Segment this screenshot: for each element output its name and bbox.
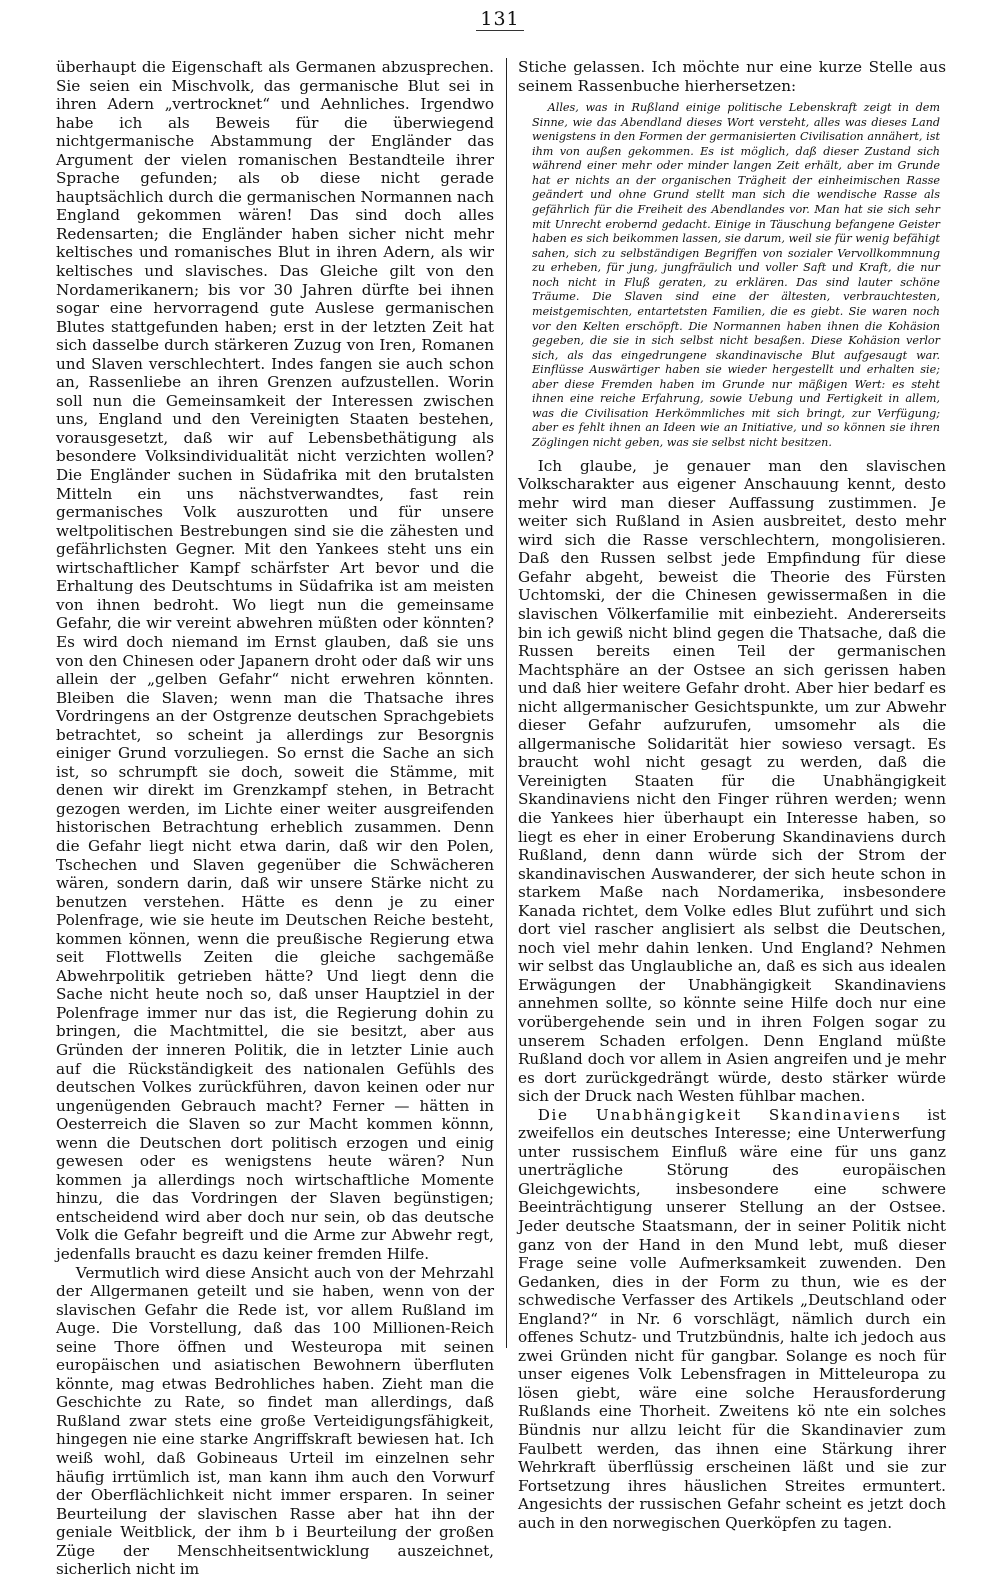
page-number-text: 131 — [476, 8, 523, 31]
page-number — [0, 8, 1000, 31]
left-column — [56, 58, 494, 1579]
gobineau-quote: Alles, was in Rußland einige politische Lebenskraft zeigt in dem Sinne, wie das Abendland dieses Wort versteht, alles was dieses Land wenigstens in den Formen der germanisierten Civilisation annähert, ist ihm von außen gekommen. Es ist möglich, daß dieser Zustand sich während einer mehr oder minder langen Zeit erhält, aber im Grunde hat er nichts an der organischen Trägheit der einheimischen Rasse geändert und ohne Grund stellt man sich die wendische Rasse als gefährlich für die Freiheit des Abendlandes vor. Man hat sie sich sehr mit Unrecht erobernd gedacht. Einige in Täuschung befangene Geister haben es sich beikommen lassen, sie darum, weil sie für wenig befähigt sahen, sich zu selbständigen Begriffen von sozialer Vervollkommnung zu erheben, für jung, jungfräulich und voller Saft und Kraft, die nur noch nicht in Fluß geraten, zu erklären. Das sind lauter schöne Träume. Die Slaven sind eine der ältesten, verbrauchtesten, meistgemischten, entartetsten Familien, die es giebt. Sie waren noch vor den Kelten erschöpft. Die Normannen haben ihnen die Kohäsion gegeben, die sie in sich selbst nicht besaßen. Diese Kohäsion verlor sich, als das eingedrungene skandinavische Blut aufgesaugt war. Einflüsse Auswärtiger haben sie wieder hergestellt und erhalten sie; aber diese Fremden haben im Grunde nur mäßigen Wert: es steht ihnen eine reiche Erfahrung, sowie Uebung und Fertigkeit in allem, was die Civilisation Herkömmliches mit sich bringt, zur Verfügung; aber es fehlt ihnen an Ideen wie an Initiative, und so können sie ihren Zöglingen nicht geben, was sie selbst nicht besitzen. — [532, 101, 940, 450]
column-divider — [506, 58, 507, 1348]
right-paragraph-2 — [518, 1106, 946, 1533]
right-column — [518, 58, 946, 1532]
left-paragraph-1: überhaupt die Eigenschaft als Germanen abzusprechen. Sie seien ein Mischvolk, das germanische Blut sei in ihren Adern „vertrocknet“ und Aehnliches. Irgendwo habe ich als Beweis für die überwiegend nichtgermanische Abstammung der Engländer das Argument der vielen romanischen Bestandteile ihrer Sprache gefunden; als ob diese nicht gerade hauptsächlich durch die germanischen Normannen nach England gekommen wären! Das sind doch alles Redensarten; die Engländer haben sicher nicht mehr keltisches und romanisches Blut in ihren Adern, als wir keltisches und slavisches. Das Gleiche gilt von den Nordamerikanern; bis vor 30 Jahren dürfte bei ihnen sogar eine hervorragend gute Auslese germanischen Blutes stattgefunden haben; erst in der letzten Zeit hat sich dasselbe durch stärkeren Zuzug von Iren, Romanen und Slaven verschlechtert. Indes fangen sie auch schon an, Rassenliebe an ihren Grenzen aufzustellen. Worin soll nun die Gemeinsamkeit der Interessen zwischen uns, England und den Vereinigten Staaten bestehen, vorausgesetzt, daß wir auf Lebensbethätigung als besondere Volksindividualität nicht verzichten wollen? Die Engländer suchen in Südafrika mit den brutalsten Mitteln ein uns nächstverwandtes, fast rein germanisches Volk auszurotten und für unsere weltpolitischen Bestrebungen sind sie die zähesten und gefährlichsten Gegner. Mit den Yankees steht uns ein wirtschaftlicher Kampf schärfster Art bevor und die Erhaltung des Deutschtums in Südafrika ist am meisten von ihnen bedroht. Wo liegt nun die gemeinsame Gefahr, die wir vereint abwehren müßten oder könnten? Es wird doch niemand im Ernst glauben, daß sie uns von den Chinesen oder Japanern droht oder daß wir uns allein der „gelben Gefahr“ nicht erwehren könnten. Bleiben die Slaven; wenn man die Thatsache ihres Vordringens an der Ostgrenze deutschen Sprachgebiets betrachtet, so scheint ja allerdings zur Besorgnis einiger Grund vorzuliegen. So ernst die Sache an sich ist, so schrumpft sie doch, soweit die Stämme, mit denen wir direkt im Grenzkampf stehen, in Betracht gezogen werden, im Lichte einer weiter ausgreifenden historischen Betrachtung erheblich zusammen. Denn die Gefahr liegt nicht etwa darin, daß wir den Polen, Tschechen und Slaven gegenüber die Schwächeren wären, sondern darin, daß wir unsere Stärke nicht zu benutzen verstehen. Hätte es denn je zu einer Polenfrage, wie sie heute im Deutschen Reiche besteht, kommen können, wenn die preußische Regierung etwa seit Flottwells Zeiten die gleiche sachgemäße Abwehrpolitik getrieben hätte? Und liegt denn die Sache nicht heute noch so, daß unser Hauptziel in der Polenfrage immer nur das ist, die Regierung dohin zu bringen, die Machtmittel, die sie besitzt, aber aus Gründen der inneren Politik, die in letzter Linie auch auf die Rückständigkeit des nationalen Gefühls des deutschen Volkes zurückführen, davon keinen oder nur ungenügenden Gebrauch macht? Ferner — hätten in Oesterreich die Slaven so zur Macht kommen könnn, wenn die Deutschen dort politisch erzogen und einig gewesen oder es wenigstens heute wären? Nun kommen ja allerdings noch wirtschaftliche Momente hinzu, die das Vordringen der Slaven begünstigen; entscheidend wird aber doch nur sein, ob das deutsche Volk die Gefahr begreift und die Arme zur Abwehr regt, jedenfalls braucht es dazu keiner fremden Hilfe. — [56, 58, 494, 1263]
left-paragraph-2: Vermutlich wird diese Ansicht auch von der Mehrzahl der Allgermanen geteilt und sie haben, wenn von der slavischen Gefahr die Rede ist, vor allem Rußland im Auge. Die Vorstellung, daß das 100 Millionen-Reich seine Thore öffnen und Westeuropa mit seinen europäischen und asiatischen Bewohnern überfluten könnte, mag etwas Bedrohliches haben. Zieht man die Geschichte zu Rate, so findet man allerdings, daß Rußland zwar stets eine große Verteidigungsfähigkeit, hingegen nie eine starke Angriffskraft bewiesen hat. Ich weiß wohl, daß Gobineaus Urteil im einzelnen sehr häufig irrtümlich ist, man kann ihm auch den Vorwurf der Oberflächlichkeit nicht immer ersparen. In seiner Beurteilung der slavischen Rasse aber hat ihn der geniale Weitblick, der ihm b i Beurteilung der großen Züge der Menschheitsentwicklung auszeichnet, sicherlich nicht im — [56, 1263, 494, 1579]
right-paragraph-1: Ich glaube, je genauer man den slavischen Volkscharakter aus eigener Anschauung kennt, desto mehr wird man dieser Auffassung zustimmen. Je weiter sich Rußland in Asien ausbreitet, desto mehr wird sich die Rasse verschlechtern, mongolisieren. Daß den Russen selbst jede Empfindung für diese Gefahr abgeht, beweist die Theorie des Fürsten Uchtomski, der die Chinesen gewissermaßen in die slavischen Völkerfamilie mit einbezieht. Andererseits bin ich gewiß nicht blind gegen die Thatsache, daß die Russen bereits einen Teil der germanischen Machtsphäre an der Ostsee an sich gerissen haben und daß hier weitere Gefahr droht. Aber hier bedarf es nicht allgermanischer Gesichtspunkte, um zur Abwehr dieser Gefahr aufzurufen, umsomehr als die allgermanische Solidarität hier sowieso versagt. Es braucht wohl nicht gesagt zu werden, daß die Vereinigten Staaten für die Unabhängigkeit Skandinaviens nicht den Finger rühren werden; wenn die Yankees hier überhaupt ein Interesse haben, so liegt es eher in einer Eroberung Skandinaviens durch Rußland, denn dann würde sich der Strom der skandinavischen Auswanderer, der sich heute schon in starkem Maße nach Nordamerika, insbesondere Kanada richtet, dem Volke edles Blut zuführt und sich dort viel rascher anglisiert als selbst die Deutschen, noch viel mehr dahin lenken. Und England? Nehmen wir selbst das Unglaubliche an, daß es sich aus idealen Erwägungen der Unabhängigkeit Skandinaviens annehmen sollte, so könnte seine Hilfe doch nur eine vorübergehende sein und in ihren Folgen sogar zu unserem Schaden erfolgen. Denn England müßte Rußland doch vor allem in Asien angreifen und je mehr es dort zurückgedrängt würde, desto stärker würde sich der Druck nach Westen fühlbar machen. — [518, 456, 946, 1106]
emphasized-lead: Die Unabhängigkeit Skandinaviens — [537, 1105, 902, 1124]
right-paragraph-2-text: ist zweifellos ein deutsches Interesse; eine Unterwerfung unter russischem Einfluß wäre eine für uns ganz unerträgliche Störung des europäischen Gleichgewichts, insbesondere eine schwere Beeinträchtigung unserer Stellung an der Ostsee. Jeder deutsche Staatsmann, der in seiner Politik nicht ganz von der Hand in den Mund lebt, muß dieser Frage seine volle Aufmerksamkeit zuwenden. Den Gedanken, dies in der Form zu thun, wie es der schwedische Verfasser des Artikels „Deutschland oder England?“ in Nr. 6 vorschlägt, nämlich durch ein offenes Schutz- und Trutzbündnis, halte ich jedoch aus zwei Gründen nicht für gangbar. Solange es noch für unser eigenes Volk Lebensfragen in Mitteleuropa zu lösen giebt, wäre eine solche Herausforderung Rußlands eine Thorheit. Zweitens kö nte ein solches Bündnis nur allzu leicht für die Skandinavier zum Faulbett werden, das ihnen eine Stärkung ihrer Wehrkraft überflüssig erscheinen läßt und sie zur Fortsetzung ihres häuslichen Streites ermuntert. Angesichts der russischen Gefahr scheint es jetzt doch auch in den norwegischen Querköpfen zu tagen. — [518, 1105, 946, 1532]
right-intro-paragraph: Stiche gelassen. Ich möchte nur eine kurze Stelle aus seinem Rassenbuche hierhersetzen: — [518, 58, 946, 95]
